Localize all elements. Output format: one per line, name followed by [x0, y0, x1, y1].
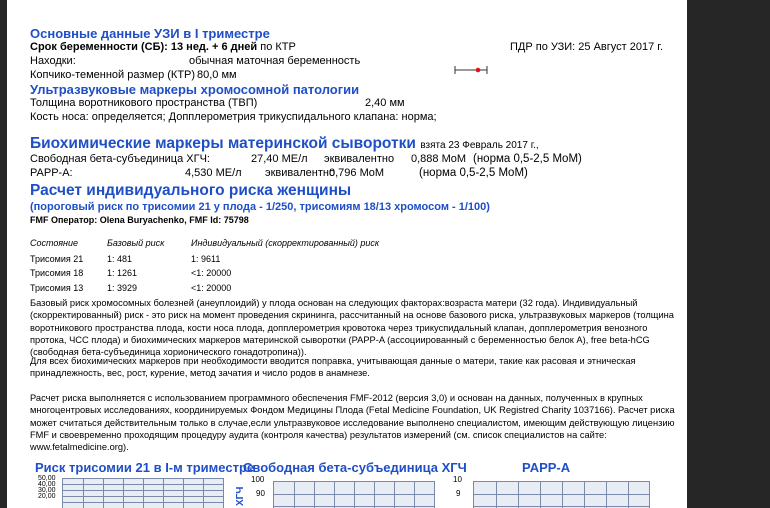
risk-row-t21-ind: 1: 9611	[191, 254, 221, 264]
correction-paragraph: Для всех биохимических маркеров при необходимости вводится поправка, учитывающая данные о матери, такие как расовая и этническая принадлежность, вес, рост, курение, метод зачатия и число родов в анамнезе.	[30, 356, 636, 379]
report-page	[7, 0, 687, 508]
chart1-tick: 30,00	[38, 487, 56, 494]
findings-label: Находки:	[30, 55, 76, 67]
crl-label: Копчико-теменной размер (КТР)	[30, 69, 196, 81]
chart3-tick: 10	[453, 475, 462, 484]
chart3-tick: 9	[456, 489, 461, 498]
risk-row-t13-base: 1: 3929	[107, 283, 138, 293]
chart2-tick: 90	[256, 489, 265, 498]
risk-subtitle: (пороговый риск по трисомии 21 у плода - 1/250, трисомиям 18/13 хромосом - 1/100)	[30, 201, 490, 213]
chart2-tick: 100	[251, 475, 265, 484]
chart2-title: Свободная бета-субъединица ХГЧ	[243, 460, 467, 475]
risk-row-t21-base: 1: 481	[107, 254, 133, 264]
nt-label: Толщина воротникового пространства (ТВП)	[30, 97, 258, 109]
chart1-tick: 20,00	[38, 493, 56, 500]
chart1-grid	[62, 478, 224, 508]
biochem-date: взята 23 Февраль 2017 г.,	[420, 140, 539, 151]
chart3-title: PAPP-A	[522, 460, 571, 475]
biochem-title: Биохимические маркеры материнской сыворотки	[30, 135, 416, 152]
hcg-eq: эквивалентно	[324, 153, 395, 165]
biochem-header	[30, 135, 539, 153]
gestational-age	[30, 41, 296, 53]
pappa-name: PAPP-A:	[30, 167, 73, 179]
base-risk-paragraph: Базовый риск хромосомных болезней (анеуплоидий) у плода основан на следующих факторах:возраста матери (32 года). Индивидуальный (скорректированный) риск - это риск на момент проведения скрининга, рассчитанный на основе базового риска, ультразвуковых маркеров (толщина воротникового пространства плода, кости носа плода, допплерометрия кровотока через трикуспидальный клапан, допплерометрия венозного протока, ЧСС плода) и биохимических маркеров материнской сыворотки (PAPP-A (ассоциированный с беременностью белок А), free beta-hCG (свободная бета-субъединица хорионического гонадотропина)).	[30, 298, 674, 358]
ultrasound-title: Основные данные УЗИ в I триместре	[30, 26, 270, 41]
ga-label: Срок беременности (СБ): 13 нед. + 6 дней	[30, 41, 258, 53]
risk-title: Расчет индивидуального риска женщины	[30, 182, 352, 199]
nt-value: 2,40 мм	[365, 97, 405, 109]
risk-row-t18-name: Трисомия 18	[30, 268, 84, 278]
chart1-ticks	[38, 476, 56, 500]
pappa-eq: эквивалентно	[265, 167, 336, 179]
risk-row-t21-name: Трисомия 21	[30, 254, 84, 264]
chart1-title: Риск трисомии 21 в I-м триместре	[35, 460, 255, 475]
hcg-name: Свободная бета-субъединица ХГЧ:	[30, 153, 210, 165]
risk-row-t18-base: 1: 1261	[107, 268, 138, 278]
pappa-value: 4,530 МЕ/л	[185, 167, 242, 179]
hcg-norm: (норма 0,5-2,5 MoM)	[473, 153, 582, 165]
col-header-condition: Состояние	[30, 238, 78, 248]
risk-row-t18-ind: <1: 20000	[191, 268, 232, 278]
chart1-tick: 40,00	[38, 481, 56, 488]
chart2-grid	[273, 481, 435, 508]
findings-value: обычная маточная беременность	[189, 55, 361, 67]
crl-value: 80,0 мм	[197, 69, 237, 81]
ga-suffix: по КТР	[260, 41, 296, 53]
crl-range-marker	[453, 64, 489, 76]
col-header-individual: Индивидуальный (скорректированный) риск	[191, 238, 380, 248]
risk-row-t13-ind: <1: 20000	[191, 283, 232, 293]
pappa-norm: (норма 0,5-2,5 MoM)	[419, 167, 528, 179]
chart3-grid	[473, 481, 650, 508]
software-paragraph: Расчет риска выполняется с использованием программного обеспечения FMF-2012 (версия 3,0) и основан на данных, полученных в крупных многоцентровых исследованиях, координируемых Фондом Медицины Плода (Fetal Medicine Foundation, UK Registred Charity 1037166). Расчет риска может считаться действительным только в случае,если ультразвуковое исследование выполнено специалистом, имеющим действующую лицензию FMF и своевременно проходящим процедуру аудита (контроля качества) результатов измерений (см. список специалистов на сайте: www.fetalmedicine.org).	[30, 393, 675, 453]
markers-title: Ультразвуковые маркеры хромосомной патологии	[30, 82, 360, 97]
nasal-bone-line: Кость носа: определяется; Допплерометрия трикуспидального клапана: норма;	[30, 111, 437, 123]
pappa-mom: 0,796 MoM	[329, 167, 385, 179]
hcg-mom: 0,888 MoM	[411, 153, 467, 165]
operator-line: FMF Оператор: Olena Buryachenko, FMF Id: 75798	[30, 215, 249, 225]
chart1-tick: 50,00	[38, 475, 56, 482]
chart2-ylabel: ХГЧ	[235, 486, 246, 506]
edd-date: ПДР по УЗИ: 25 Август 2017 г.	[510, 41, 663, 53]
risk-row-t13-name: Трисомия 13	[30, 283, 84, 293]
col-header-base: Базовый риск	[107, 238, 165, 248]
hcg-value: 27,40 МЕ/л	[251, 153, 308, 165]
